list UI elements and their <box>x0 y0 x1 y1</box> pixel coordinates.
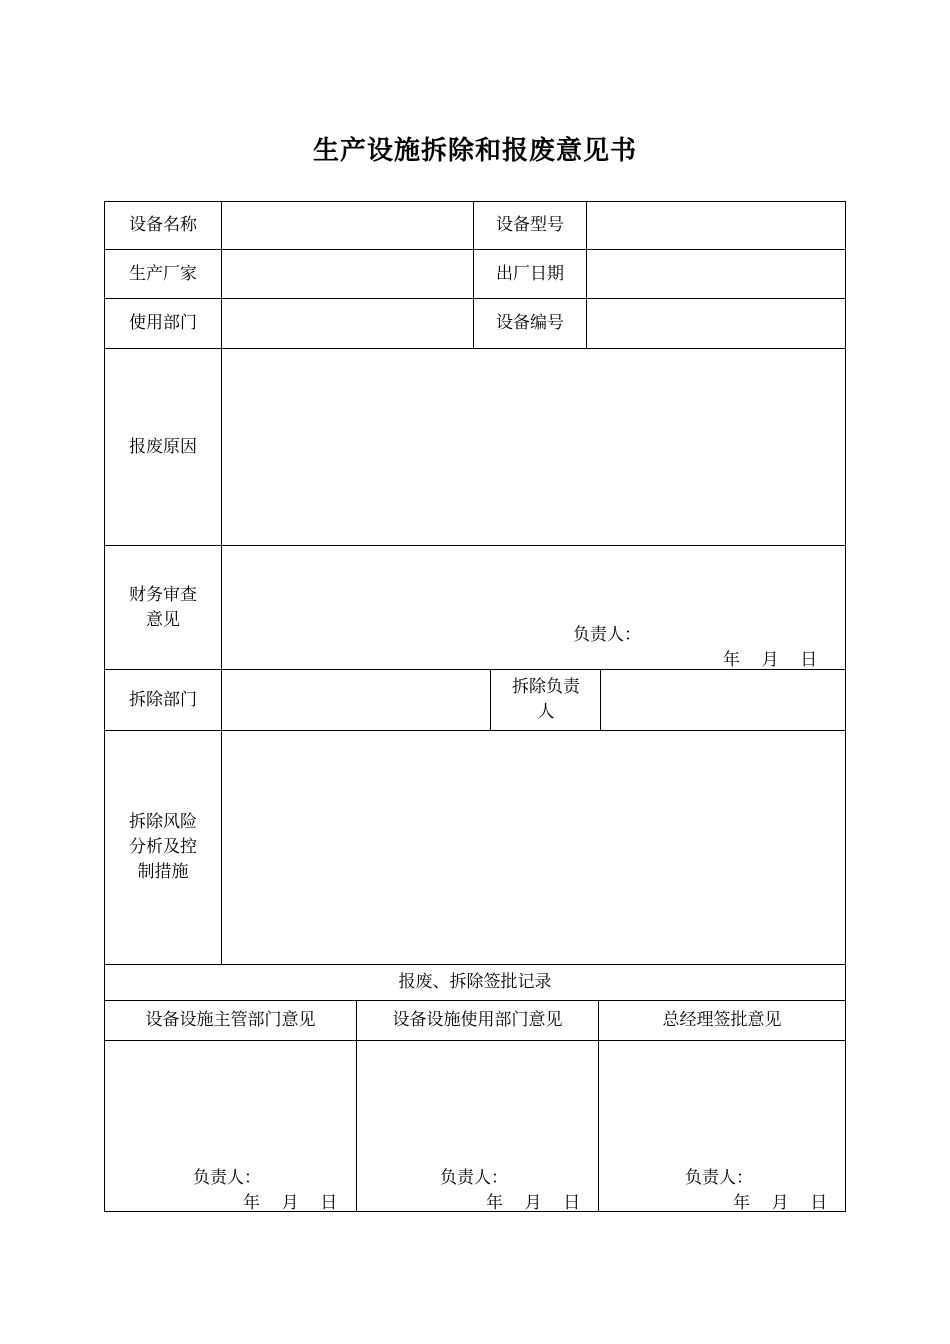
demolition-leader-field[interactable] <box>601 670 845 730</box>
user-dept-date-label: 年 月 日 <box>486 1193 581 1213</box>
demolition-department-label: 拆除部门 <box>129 689 197 710</box>
manufacturer-label: 生产厂家 <box>129 263 197 284</box>
table-border <box>845 201 846 1212</box>
demolition-department-field[interactable] <box>222 670 490 730</box>
finance-responsible-label: 负责人： <box>573 625 641 645</box>
scrap-reason-field[interactable] <box>222 349 845 545</box>
gm-date-label: 年 月 日 <box>733 1193 828 1213</box>
user-dept-responsible-label: 负责人： <box>440 1168 508 1188</box>
gm-responsible-label: 负责人： <box>685 1168 753 1188</box>
gm-opinion-label: 总经理签批意见 <box>662 1010 782 1030</box>
table-rule <box>490 669 491 731</box>
page-title: 生产设施拆除和报废意见书 <box>312 136 637 166</box>
equipment-number-label: 设备编号 <box>496 313 564 333</box>
dept-user-opinion-label: 设备设施使用部门意见 <box>392 1010 563 1030</box>
supervisor-responsible-label: 负责人： <box>193 1168 261 1188</box>
risk-analysis-label: 拆除风险分析及控制措施 <box>129 812 197 882</box>
dept-supervisor-opinion-label: 设备设施主管部门意见 <box>145 1010 316 1030</box>
equipment-model-field[interactable] <box>587 202 845 249</box>
equipment-number-field[interactable] <box>587 299 845 348</box>
equipment-name-label: 设备名称 <box>129 215 197 235</box>
production-date-label: 出厂日期 <box>496 263 564 284</box>
equipment-model-label: 设备型号 <box>496 215 564 235</box>
production-date-field[interactable] <box>587 250 845 298</box>
risk-analysis-field[interactable] <box>222 731 845 964</box>
user-department-label: 使用部门 <box>129 313 197 333</box>
finance-date-label: 年 月 日 <box>723 650 818 670</box>
user-department-field[interactable] <box>222 299 473 348</box>
approval-record-heading: 报废、拆除签批记录 <box>398 972 552 992</box>
equipment-name-field[interactable] <box>222 202 473 249</box>
scrap-reason-label: 报废原因 <box>129 436 197 457</box>
demolition-leader-label: 拆除负责人 <box>512 677 580 722</box>
manufacturer-field[interactable] <box>222 250 473 298</box>
supervisor-date-label: 年 月 日 <box>243 1193 338 1213</box>
finance-review-label: 财务审查意见 <box>129 584 197 630</box>
